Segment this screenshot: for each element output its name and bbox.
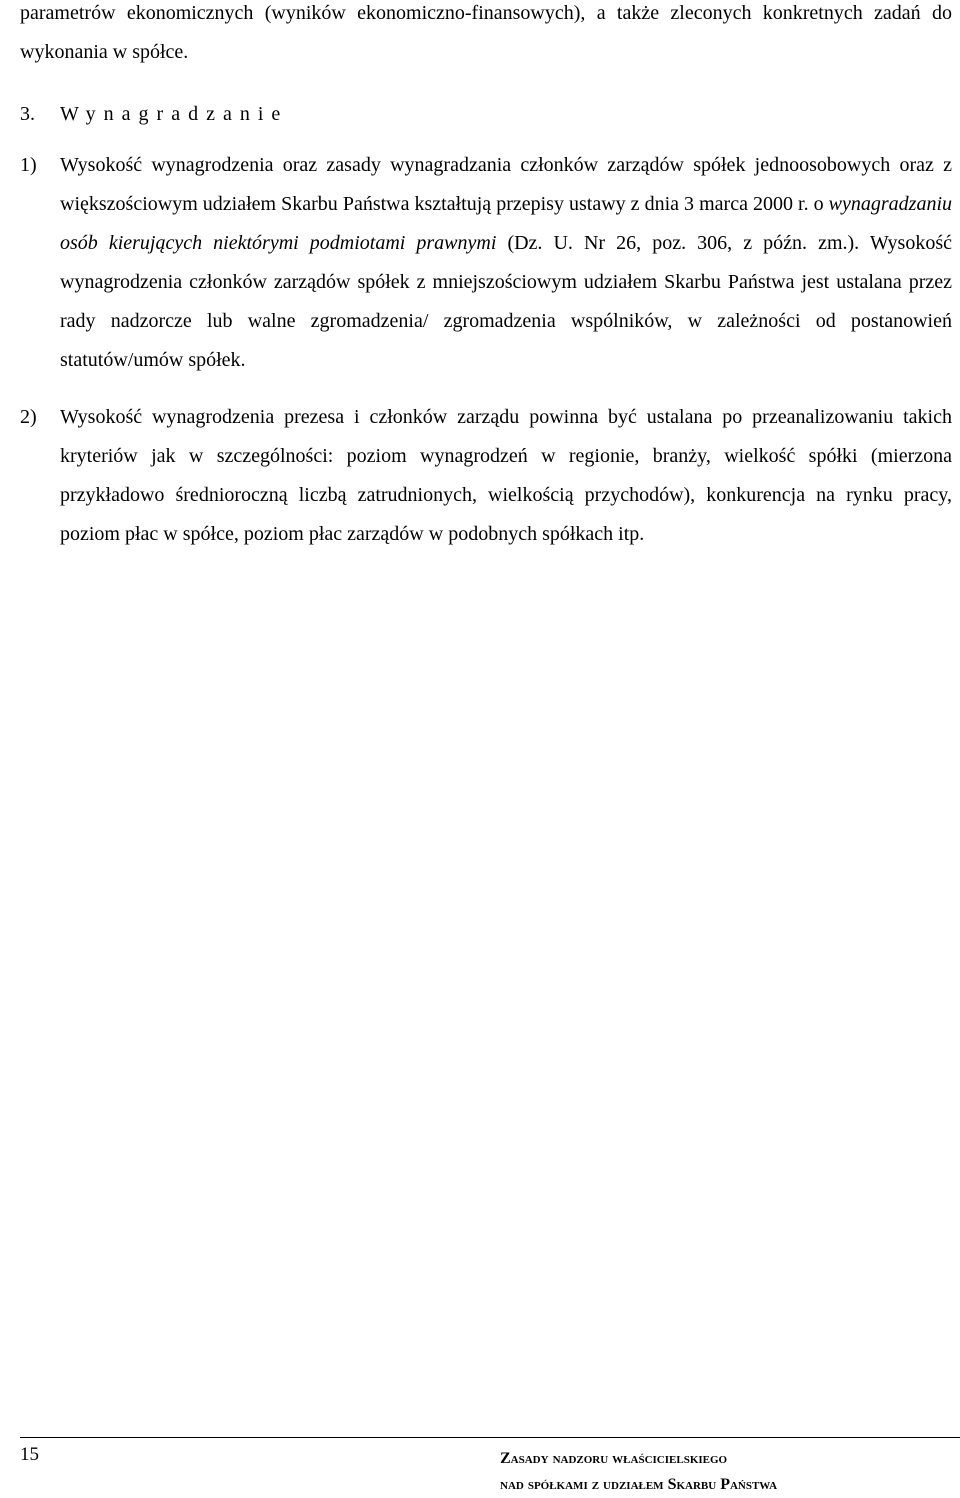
footer-title bbox=[500, 1446, 940, 1498]
footer-title-line-1: Zasady nadzoru właścicielskiego bbox=[500, 1450, 728, 1467]
section-number: 3. bbox=[20, 103, 35, 125]
section-title: Wynagradzanie bbox=[60, 103, 289, 125]
list-marker-1: 1) bbox=[20, 154, 37, 176]
item-2-text: Wysokość wynagrodzenia prezesa i członków zarządu powinna być ustalana po przeanalizowaniu takich kryteriów jak w szczególności: poziom wynagrodzeń w regionie, branży, wielkość spółki (mierzona przykładowo średnioroczną liczbą zatrudnionych, wielkością przychodów), konkurencja na rynku pracy, poziom płac w spółce, poziom płac zarządów w podobnych spółkach itp. bbox=[60, 406, 952, 545]
footer-title-line-2: nad spółkami z udziałem Skarbu Państwa bbox=[500, 1476, 778, 1493]
list-marker-2: 2) bbox=[20, 406, 37, 428]
list-item-1 bbox=[20, 146, 952, 380]
body-text bbox=[20, 0, 952, 554]
footer-divider bbox=[20, 1437, 960, 1438]
section-heading bbox=[20, 95, 952, 134]
item-1-act-title: wynagradzaniu osób kierujących niektórymi podmiotami prawnymi bbox=[60, 193, 952, 254]
item-1-text-before: Wysokość wynagrodzenia oraz zasady wynagradzania członków zarządów spółek jednoosobowych oraz z większościowym udziałem Skarbu Państwa kształtują przepisy ustawy z dnia 3 marca 2000 r. o bbox=[60, 154, 952, 215]
page-number: 15 bbox=[20, 1444, 39, 1465]
item-1-text-after: (Dz. U. Nr 26, poz. 306, z późn. zm.). Wysokość wynagrodzenia członków zarządów spółek z mniejszościowym udziałem Skarbu Państwa jest ustalana przez rady nadzorcze lub walne zgromadzenia/ zgromadzenia wspólników, w zależności od postanowień statutów/umów spółek. bbox=[60, 232, 952, 371]
list-item-2 bbox=[20, 398, 952, 554]
intro-paragraph: parametrów ekonomicznych (wyników ekonomiczno-finansowych), a także zleconych konkretnych zadań do wykonania w spółce. bbox=[20, 2, 952, 63]
